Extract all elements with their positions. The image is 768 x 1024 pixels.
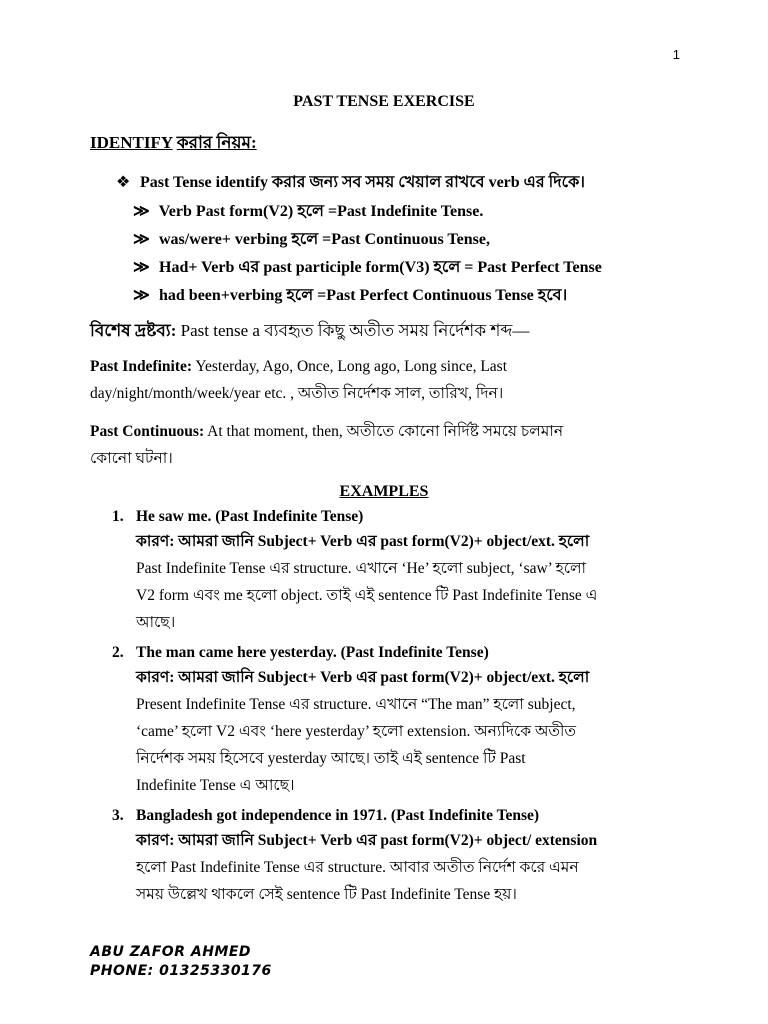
rule-item	[133, 282, 693, 309]
example-number: 1.	[112, 508, 124, 525]
example-line: নির্দেশক সময় হিসেবে yesterday আছে। তাই এই sentence টি Past	[136, 750, 526, 767]
example-number: 3.	[112, 807, 124, 824]
author-footer	[90, 943, 272, 981]
rule-item	[133, 198, 693, 225]
example-line: আছে।	[136, 614, 176, 631]
past-indefinite-markers	[90, 353, 670, 407]
examples-title: EXAMPLES	[339, 483, 429, 500]
example-line: কারণ: আমরা জানি Subject+ Verb এর past form(V2)+ object/ extension	[136, 832, 598, 849]
identify-heading-bn: করার নিয়ম:	[176, 133, 257, 152]
double-arrow-icon: ≫	[133, 287, 150, 304]
diamond-bullet-icon: ❖	[116, 174, 131, 191]
example-line: ‘came’ হলো V2 এবং ‘here yesterday’ হলো extension. অন্যদিকে অতীত	[136, 723, 577, 740]
example-explanation	[112, 664, 682, 799]
example-line: Present Indefinite Tense এর structure. এখানে “The man” হলো subject,	[136, 696, 576, 713]
past-indefinite-line2: day/night/month/week/year etc. , অতীত নির্দেশক সাল, তারিখ, দিন।	[90, 385, 504, 402]
identify-bullet	[116, 169, 696, 196]
rule-item	[133, 226, 693, 253]
example-explanation	[112, 827, 682, 908]
example-line: কারণ: আমরা জানি Subject+ Verb এর past form(V2)+ object/ext. হলো	[136, 533, 590, 550]
example-line: হলো Past Indefinite Tense এর structure. আবার অতীত নির্দেশ করে এমন	[136, 859, 579, 876]
page-number: 1	[672, 47, 680, 62]
past-continuous-markers	[90, 418, 670, 472]
example-item	[112, 644, 682, 799]
rule-text: had been+verbing হলে =Past Perfect Continuous Tense হবে।	[159, 287, 568, 304]
example-sentence: He saw me. (Past Indefinite Tense)	[136, 508, 364, 525]
example-item	[112, 508, 682, 636]
example-head	[112, 807, 682, 825]
past-indefinite-label: Past Indefinite:	[90, 358, 193, 375]
rule-text: Had+ Verb এর past participle form(V3) হলে = Past Perfect Tense	[159, 259, 602, 276]
double-arrow-icon: ≫	[133, 259, 150, 276]
past-continuous-label: Past Continuous:	[90, 423, 205, 440]
example-head	[112, 508, 682, 526]
example-explanation	[112, 528, 682, 636]
page-title: PAST TENSE EXERCISE	[293, 93, 475, 110]
rule-item	[133, 254, 693, 281]
example-line: V2 form এবং me হলো object. তাই এই sentence টি Past Indefinite Tense এ	[136, 587, 598, 604]
identify-heading	[90, 130, 257, 158]
past-continuous-line1: At that moment, then, অতীতে কোনো নির্দিষ্ট সময়ে চলমান	[204, 423, 564, 440]
author-phone: PHONE: 01325330176	[90, 963, 272, 979]
double-arrow-icon: ≫	[133, 203, 150, 220]
bullet-text: Past Tense identify করার জন্য সব সময় খেয়াল রাখবে verb এর দিকে।	[140, 174, 585, 191]
past-indefinite-line1: Yesterday, Ago, Once, Long ago, Long since, Last	[192, 358, 508, 375]
identify-heading-en: IDENTIFY	[90, 133, 173, 152]
past-continuous-line2: কোনো ঘটনা।	[90, 450, 173, 467]
example-line: Past Indefinite Tense এর structure. এখানে ‘He’ হলো subject, ‘saw’ হলো	[136, 560, 586, 577]
rule-text: Verb Past form(V2) হলে =Past Indefinite Tense.	[158, 203, 484, 220]
example-line: Indefinite Tense এ আছে।	[136, 777, 295, 794]
example-line: সময় উল্লেখ থাকলে সেই sentence টি Past Indefinite Tense হয়।	[136, 886, 517, 903]
example-item	[112, 807, 682, 908]
note-text: Past tense a ব্যবহৃত কিছু অতীত সময় নির্দেশক শব্দ—	[176, 321, 530, 340]
example-line: কারণ: আমরা জানি Subject+ Verb এর past form(V2)+ object/ext. হলো	[136, 669, 590, 686]
example-sentence: Bangladesh got independence in 1971. (Past Indefinite Tense)	[136, 807, 540, 824]
example-sentence: The man came here yesterday. (Past Indefinite Tense)	[136, 644, 489, 661]
double-arrow-icon: ≫	[133, 231, 150, 248]
note-label: বিশেষ দ্রষ্টব্য:	[90, 321, 177, 340]
rule-text: was/were+ verbing হলে =Past Continuous Tense,	[159, 231, 490, 248]
example-head	[112, 644, 682, 662]
author-name: ABU ZAFOR AHMED	[90, 944, 252, 960]
special-note	[90, 318, 529, 346]
example-number: 2.	[112, 644, 124, 661]
